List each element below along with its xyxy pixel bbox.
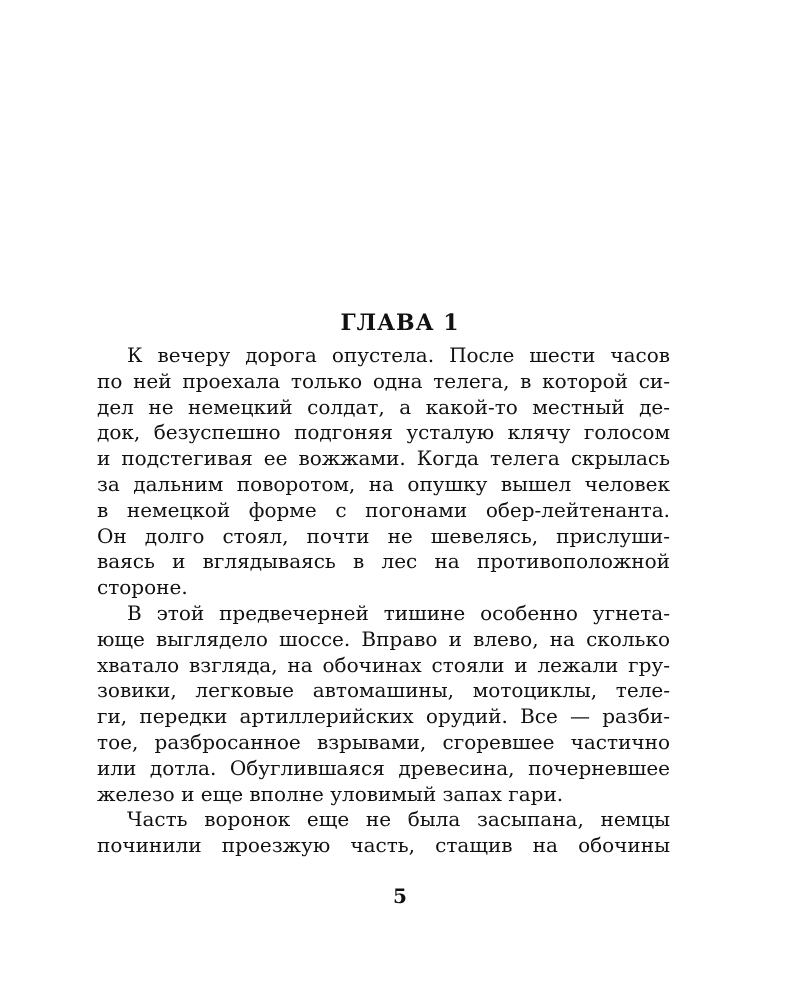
text-line: ги, передки артиллерийских орудий. Все — разби- — [97, 704, 670, 729]
text-line: Часть воронок еще не была засыпана, немцы — [127, 807, 670, 832]
text-line: за дальним поворотом, на опушку вышел человек — [97, 471, 670, 496]
body-text — [97, 343, 670, 859]
page-number: 5 — [393, 884, 407, 908]
text-line: железо и еще вполне уловимый запах гари. — [97, 781, 564, 806]
text-line: Он долго стоял, почти не шевелясь, прислуши- — [97, 523, 670, 548]
text-line: юще выглядело шоссе. Вправо и влево, на сколько — [97, 626, 670, 651]
text-line: ваясь и вглядываясь в лес на противоположной — [97, 549, 670, 574]
text-line: и подстегивая ее вожжами. Когда телега скрылась — [97, 446, 670, 471]
text-line: док, безуспешно подгоняя усталую клячу голосом — [97, 420, 670, 445]
text-line: по ней проехала только одна телега, в которой си- — [97, 368, 670, 393]
text-line: хватало взгляда, на обочинах стояли и лежали гру- — [97, 652, 670, 677]
text-line: дел не немецкий солдат, а какой-то местный де- — [97, 394, 670, 419]
text-line: зовики, легковые автомашины, мотоциклы, теле- — [97, 678, 670, 703]
text-line: починили проезжую часть, стащив на обочины — [97, 833, 670, 858]
text-line: в немецкой форме с погонами обер-лейтенанта. — [97, 497, 670, 522]
text-line: стороне. — [97, 575, 188, 600]
text-line: К вечеру дорога опустела. После шести часов — [127, 343, 670, 367]
chapter-title: ГЛАВА 1 — [340, 310, 460, 336]
text-line: тое, разбросанное взрывами, сгоревшее частично — [97, 729, 670, 754]
text-line: или дотла. Обуглившаяся древесина, почерневшее — [97, 755, 670, 780]
text-line: В этой предвечерней тишине особенно угнета- — [127, 600, 670, 625]
